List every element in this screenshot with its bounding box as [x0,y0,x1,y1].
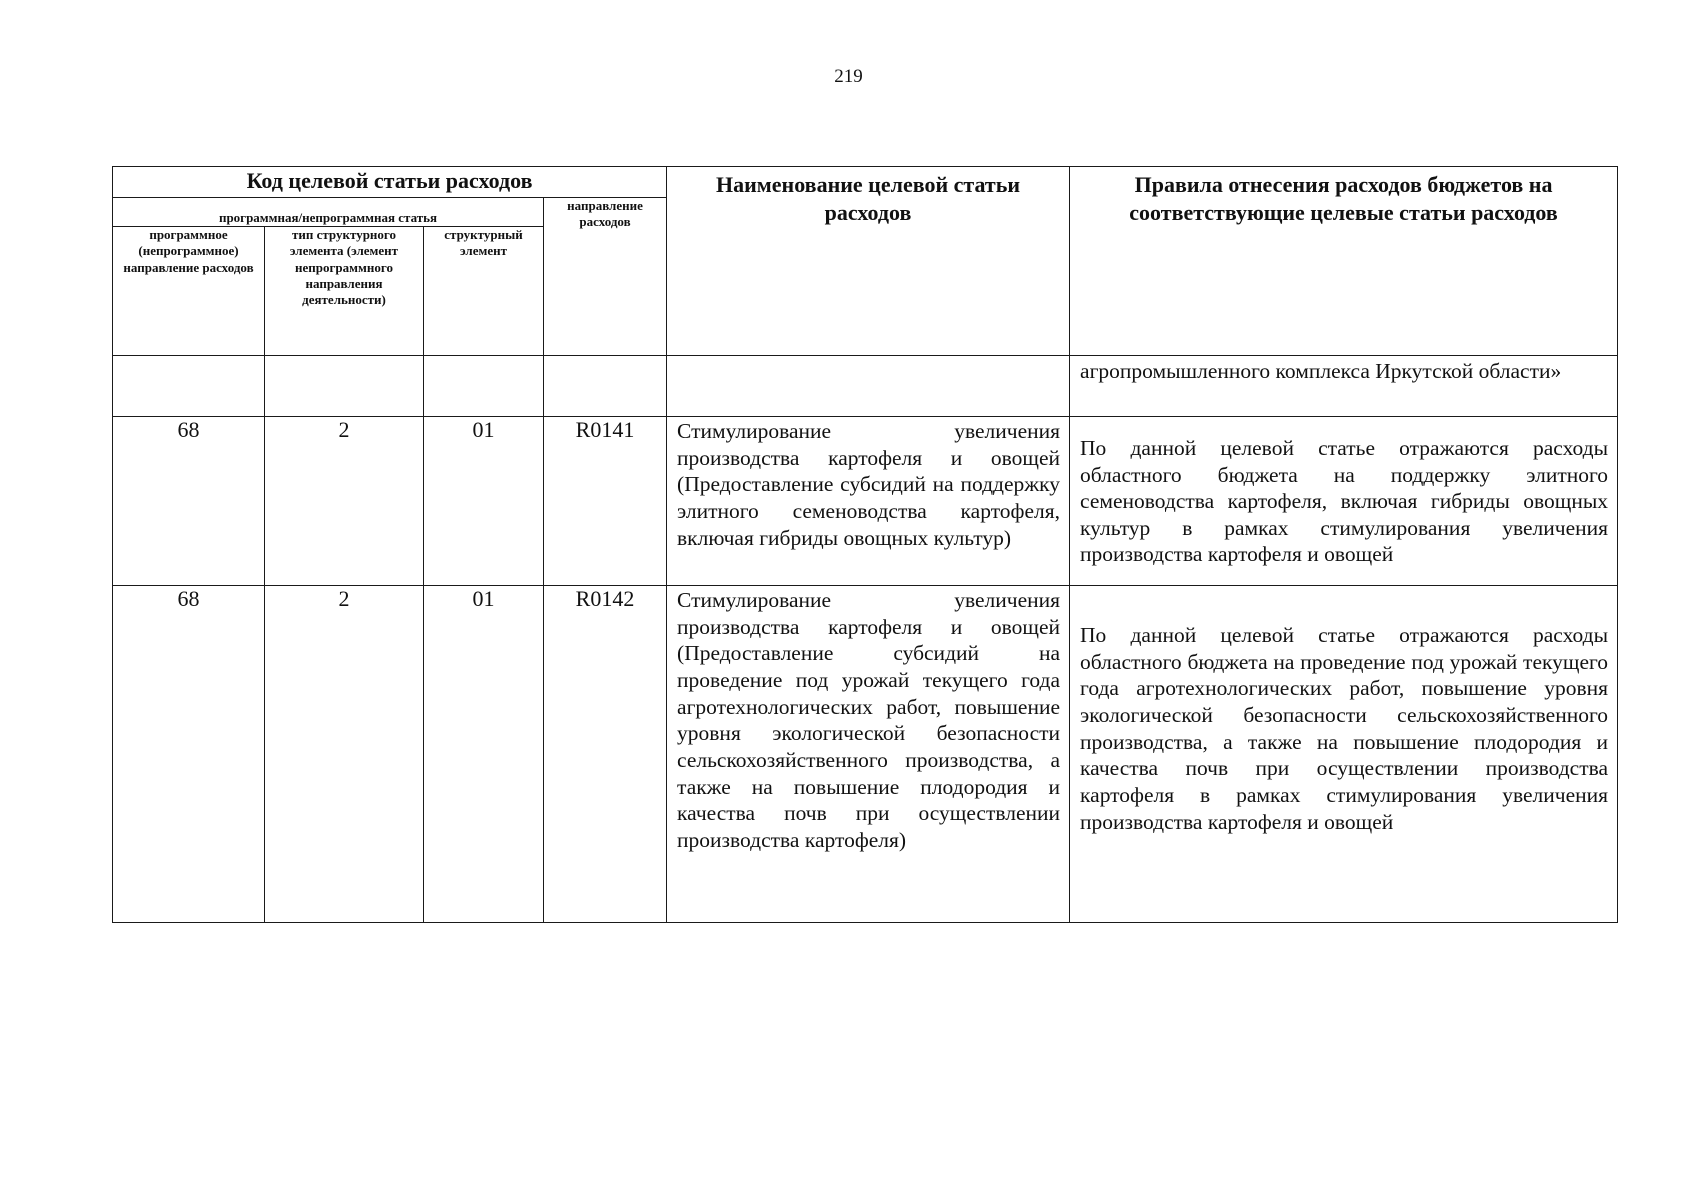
header-program-direction: программное (непрограммное) направление расходов [113,227,265,356]
table-row [113,417,1618,586]
cell-program-direction [113,356,265,417]
cell-rules: По данной целевой статье отражаются расходы областного бюджета на поддержку элитного семеноводства картофеля, включая гибриды овощных культур в рамках стимулирования увеличения производства картофеля и овощей [1070,417,1618,586]
cell-structural-element: 01 [424,586,544,923]
cell-expense-direction: R0142 [544,586,667,923]
cell-structural-element-type [265,356,424,417]
header-article-name: Наименование целевой статьи расходов [667,167,1070,356]
cell-program-direction: 68 [113,417,265,586]
cell-expense-direction [544,356,667,417]
cell-rules: агропромышленного комплекса Иркутской области» [1070,356,1618,417]
cell-structural-element: 01 [424,417,544,586]
cell-article-name: Стимулирование увеличения производства картофеля и овощей (Предоставление субсидий на проведение под урожай текущего года агротехнологических работ, повышение уровня экологической безопасности сельскохозяйственного производства, а также на повышение плодородия и качества почв при осуществлении производства картофеля) [667,586,1070,923]
header-row-1 [113,167,1618,198]
header-code-group: Код целевой статьи расходов [113,167,667,198]
cell-rules: По данной целевой статье отражаются расходы областного бюджета на проведение под урожай текущего года агротехнологических работ, повышение уровня экологической безопасности сельскохозяйственного производства, а также на повышение плодородия и качества почв при осуществлении производства картофеля в рамках стимулирования увеличения производства картофеля и овощей [1070,586,1618,923]
table-row [113,586,1618,923]
header-program-group: программная/непрограммная статья [113,198,544,227]
page-number: 219 [834,66,863,87]
header-structural-element-type: тип структурного элемента (элемент непрограммного направления деятельности) [265,227,424,356]
target-articles-table [112,166,1618,923]
header-rules: Правила отнесения расходов бюджетов на соответствующие целевые статьи расходов [1070,167,1618,356]
cell-expense-direction: R0141 [544,417,667,586]
cell-article-name [667,356,1070,417]
cell-article-name: Стимулирование увеличения производства картофеля и овощей (Предоставление субсидий на поддержку элитного семеноводства картофеля, включая гибриды овощных культур) [667,417,1070,586]
cell-program-direction: 68 [113,586,265,923]
cell-structural-element [424,356,544,417]
cell-structural-element-type: 2 [265,586,424,923]
header-structural-element: структурный элемент [424,227,544,356]
table-row [113,356,1618,417]
header-expense-direction: направление расходов [544,198,667,356]
cell-structural-element-type: 2 [265,417,424,586]
